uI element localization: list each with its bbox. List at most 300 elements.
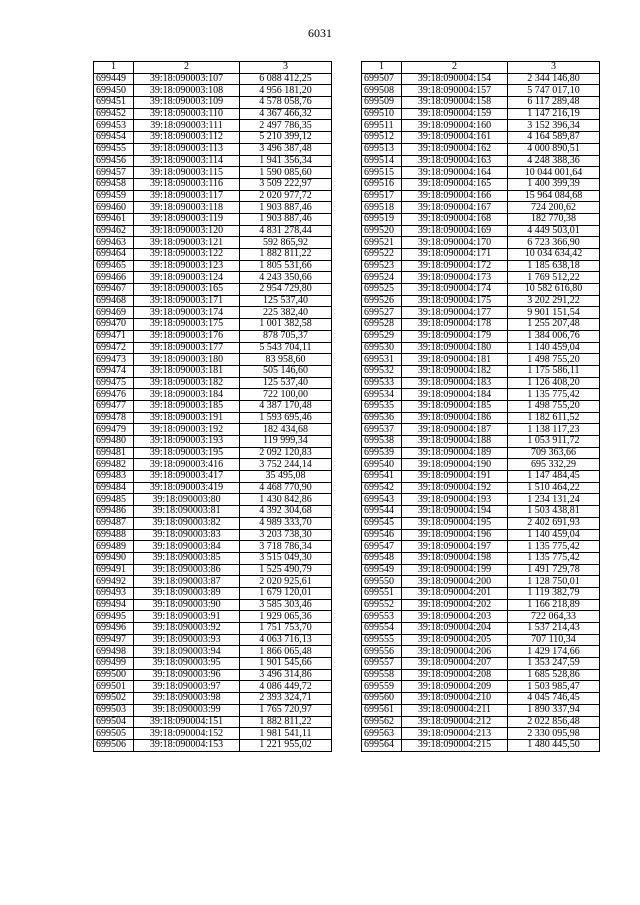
table-row <box>362 202 600 214</box>
table-row <box>362 120 600 132</box>
cadastral-number-cell: 39:18:090003:108 <box>134 85 240 97</box>
table-row <box>94 587 332 599</box>
cadastral-number-cell: 39:18:090003:96 <box>134 669 240 681</box>
record-number-cell: 699534 <box>362 389 402 401</box>
value-cell: 1 593 695,46 <box>240 412 332 424</box>
cadastral-number-cell: 39:18:090003:118 <box>134 202 240 214</box>
cadastral-number-cell: 39:18:090004:158 <box>402 97 508 109</box>
value-cell: 722 064,33 <box>508 611 600 623</box>
record-number-cell: 699502 <box>94 693 134 705</box>
value-cell: 1 903 887,46 <box>240 202 332 214</box>
cadastral-number-cell: 39:18:090003:89 <box>134 587 240 599</box>
cadastral-number-cell: 39:18:090004:192 <box>402 482 508 494</box>
table-row <box>362 73 600 85</box>
record-number-cell: 699560 <box>362 693 402 705</box>
cadastral-number-cell: 39:18:090004:211 <box>402 704 508 716</box>
table-row <box>94 120 332 132</box>
record-number-cell: 699453 <box>94 120 134 132</box>
value-cell: 9 901 151,54 <box>508 307 600 319</box>
table-row <box>362 728 600 740</box>
record-number-cell: 699452 <box>94 108 134 120</box>
table-row <box>362 447 600 459</box>
table-row <box>362 225 600 237</box>
table-row <box>362 389 600 401</box>
record-number-cell: 699496 <box>94 623 134 635</box>
table-row <box>94 728 332 740</box>
cadastral-number-cell: 39:18:090003:165 <box>134 284 240 296</box>
record-number-cell: 699561 <box>362 704 402 716</box>
cadastral-number-cell: 39:18:090003:84 <box>134 541 240 553</box>
table-row <box>94 167 332 179</box>
cadastral-number-cell: 39:18:090004:190 <box>402 459 508 471</box>
value-cell: 3 496 387,48 <box>240 143 332 155</box>
value-cell: 119 999,34 <box>240 436 332 448</box>
cadastral-number-cell: 39:18:090004:167 <box>402 202 508 214</box>
cadastral-number-cell: 39:18:090004:215 <box>402 739 508 751</box>
cadastral-number-cell: 39:18:090004:164 <box>402 167 508 179</box>
table-row <box>94 541 332 553</box>
table-row <box>362 260 600 272</box>
cadastral-number-cell: 39:18:090004:187 <box>402 424 508 436</box>
record-number-cell: 699517 <box>362 190 402 202</box>
record-number-cell: 699539 <box>362 447 402 459</box>
cadastral-number-cell: 39:18:090004:205 <box>402 634 508 646</box>
table-row <box>94 354 332 366</box>
value-cell: 4 392 304,68 <box>240 506 332 518</box>
cadastral-number-cell: 39:18:090004:168 <box>402 213 508 225</box>
table-row <box>362 213 600 225</box>
record-number-cell: 699458 <box>94 178 134 190</box>
record-number-cell: 699518 <box>362 202 402 214</box>
cadastral-number-cell: 39:18:090004:189 <box>402 447 508 459</box>
record-number-cell: 699485 <box>94 494 134 506</box>
cadastral-number-cell: 39:18:090003:124 <box>134 272 240 284</box>
value-cell: 4 831 278,44 <box>240 225 332 237</box>
cadastral-number-cell: 39:18:090003:193 <box>134 436 240 448</box>
cadastral-number-cell: 39:18:090004:162 <box>402 143 508 155</box>
record-number-cell: 699546 <box>362 529 402 541</box>
record-number-cell: 699564 <box>362 739 402 751</box>
record-number-cell: 699468 <box>94 295 134 307</box>
value-cell: 1 769 512,22 <box>508 272 600 284</box>
cadastral-number-cell: 39:18:090003:110 <box>134 108 240 120</box>
cadastral-number-cell: 39:18:090003:87 <box>134 576 240 588</box>
cadastral-number-cell: 39:18:090003:116 <box>134 178 240 190</box>
value-cell: 1 119 382,79 <box>508 587 600 599</box>
table-row <box>94 73 332 85</box>
table-row <box>94 190 332 202</box>
column-header: 2 <box>134 62 240 74</box>
cadastral-number-cell: 39:18:090004:181 <box>402 354 508 366</box>
value-cell: 1 901 545,66 <box>240 658 332 670</box>
record-number-cell: 699466 <box>94 272 134 284</box>
cadastral-number-cell: 39:18:090003:97 <box>134 681 240 693</box>
table-row <box>362 365 600 377</box>
record-number-cell: 699454 <box>94 132 134 144</box>
value-cell: 4 387 170,48 <box>240 400 332 412</box>
value-cell: 2 022 856,48 <box>508 716 600 728</box>
table-row <box>94 529 332 541</box>
value-cell: 1 353 247,59 <box>508 658 600 670</box>
cadastral-number-cell: 39:18:090004:202 <box>402 599 508 611</box>
value-cell: 1 765 720,97 <box>240 704 332 716</box>
table-row <box>94 646 332 658</box>
table-row <box>362 272 600 284</box>
cadastral-number-cell: 39:18:090004:171 <box>402 249 508 261</box>
cadastral-number-cell: 39:18:090004:207 <box>402 658 508 670</box>
record-number-cell: 699508 <box>362 85 402 97</box>
record-number-cell: 699520 <box>362 225 402 237</box>
table-row <box>362 155 600 167</box>
table-row <box>94 623 332 635</box>
value-cell: 2 092 120,83 <box>240 447 332 459</box>
table-row <box>362 459 600 471</box>
record-number-cell: 699513 <box>362 143 402 155</box>
value-cell: 1 126 408,20 <box>508 377 600 389</box>
cadastral-number-cell: 39:18:090004:152 <box>134 728 240 740</box>
value-cell: 6 088 412,25 <box>240 73 332 85</box>
cadastral-number-cell: 39:18:090003:123 <box>134 260 240 272</box>
table-row <box>362 564 600 576</box>
record-number-cell: 699536 <box>362 412 402 424</box>
record-number-cell: 699511 <box>362 120 402 132</box>
table-row <box>362 412 600 424</box>
table-row <box>94 611 332 623</box>
cadastral-number-cell: 39:18:090004:188 <box>402 436 508 448</box>
table-row <box>94 319 332 331</box>
table-row <box>94 389 332 401</box>
value-cell: 225 382,40 <box>240 307 332 319</box>
table-row <box>362 611 600 623</box>
value-cell: 1 128 750,01 <box>508 576 600 588</box>
cadastral-number-cell: 39:18:090004:196 <box>402 529 508 541</box>
table-row <box>362 167 600 179</box>
table-row <box>362 494 600 506</box>
table-row <box>94 564 332 576</box>
column-header: 1 <box>362 62 402 74</box>
cadastral-number-cell: 39:18:090003:174 <box>134 307 240 319</box>
record-number-cell: 699523 <box>362 260 402 272</box>
table-row <box>362 190 600 202</box>
value-cell: 3 509 222,97 <box>240 178 332 190</box>
cadastral-number-cell: 39:18:090003:98 <box>134 693 240 705</box>
table-row <box>362 634 600 646</box>
value-cell: 1 537 214,43 <box>508 623 600 635</box>
record-number-cell: 699495 <box>94 611 134 623</box>
value-cell: 3 752 244,14 <box>240 459 332 471</box>
record-number-cell: 699555 <box>362 634 402 646</box>
cadastral-number-cell: 39:18:090004:191 <box>402 471 508 483</box>
record-number-cell: 699524 <box>362 272 402 284</box>
table-row <box>94 599 332 611</box>
table-row <box>94 669 332 681</box>
value-cell: 1 221 955,02 <box>240 739 332 751</box>
value-cell: 1 866 065,48 <box>240 646 332 658</box>
value-cell: 6 723 366,90 <box>508 237 600 249</box>
value-cell: 1 882 811,22 <box>240 716 332 728</box>
table-row <box>94 202 332 214</box>
value-cell: 1 491 729,78 <box>508 564 600 576</box>
table-row <box>362 354 600 366</box>
value-cell: 1 147 216,19 <box>508 108 600 120</box>
cadastral-number-cell: 39:18:090004:198 <box>402 552 508 564</box>
record-number-cell: 699484 <box>94 482 134 494</box>
value-cell: 4 989 333,70 <box>240 517 332 529</box>
cadastral-number-cell: 39:18:090004:161 <box>402 132 508 144</box>
cadastral-number-cell: 39:18:090004:194 <box>402 506 508 518</box>
record-number-cell: 699507 <box>362 73 402 85</box>
record-number-cell: 699455 <box>94 143 134 155</box>
record-number-cell: 699471 <box>94 330 134 342</box>
table-row <box>94 412 332 424</box>
registry-table-left <box>93 61 332 752</box>
cadastral-number-cell: 39:18:090004:193 <box>402 494 508 506</box>
record-number-cell: 699551 <box>362 587 402 599</box>
table-row <box>362 646 600 658</box>
table-row <box>94 213 332 225</box>
cadastral-number-cell: 39:18:090004:157 <box>402 85 508 97</box>
value-cell: 1 590 085,60 <box>240 167 332 179</box>
record-number-cell: 699463 <box>94 237 134 249</box>
table-header-row <box>362 62 600 74</box>
cadastral-number-cell: 39:18:090004:180 <box>402 342 508 354</box>
record-number-cell: 699474 <box>94 365 134 377</box>
table-row <box>94 482 332 494</box>
record-number-cell: 699475 <box>94 377 134 389</box>
value-cell: 2 344 146,80 <box>508 73 600 85</box>
value-cell: 709 363,66 <box>508 447 600 459</box>
value-cell: 1 525 490,79 <box>240 564 332 576</box>
record-number-cell: 699515 <box>362 167 402 179</box>
value-cell: 1 503 985,47 <box>508 681 600 693</box>
cadastral-number-cell: 39:18:090003:85 <box>134 552 240 564</box>
table-row <box>362 576 600 588</box>
cadastral-number-cell: 39:18:090004:153 <box>134 739 240 751</box>
cadastral-number-cell: 39:18:090003:95 <box>134 658 240 670</box>
cadastral-number-cell: 39:18:090003:191 <box>134 412 240 424</box>
value-cell: 724 200,62 <box>508 202 600 214</box>
cadastral-number-cell: 39:18:090003:181 <box>134 365 240 377</box>
record-number-cell: 699549 <box>362 564 402 576</box>
record-number-cell: 699553 <box>362 611 402 623</box>
cadastral-number-cell: 39:18:090004:186 <box>402 412 508 424</box>
record-number-cell: 699514 <box>362 155 402 167</box>
value-cell: 1 503 438,81 <box>508 506 600 518</box>
value-cell: 3 152 396,34 <box>508 120 600 132</box>
value-cell: 4 367 466,32 <box>240 108 332 120</box>
table-row <box>362 295 600 307</box>
record-number-cell: 699510 <box>362 108 402 120</box>
record-number-cell: 699501 <box>94 681 134 693</box>
table-row <box>94 272 332 284</box>
table-row <box>94 342 332 354</box>
cadastral-number-cell: 39:18:090004:204 <box>402 623 508 635</box>
value-cell: 707 110,34 <box>508 634 600 646</box>
value-cell: 2 330 095,98 <box>508 728 600 740</box>
cadastral-number-cell: 39:18:090004:210 <box>402 693 508 705</box>
record-number-cell: 699478 <box>94 412 134 424</box>
record-number-cell: 699530 <box>362 342 402 354</box>
cadastral-number-cell: 39:18:090004:197 <box>402 541 508 553</box>
record-number-cell: 699488 <box>94 529 134 541</box>
table-row <box>362 178 600 190</box>
value-cell: 125 537,40 <box>240 295 332 307</box>
cadastral-number-cell: 39:18:090004:173 <box>402 272 508 284</box>
record-number-cell: 699459 <box>94 190 134 202</box>
record-number-cell: 699493 <box>94 587 134 599</box>
value-cell: 2 497 786,35 <box>240 120 332 132</box>
value-cell: 10 582 616,80 <box>508 284 600 296</box>
cadastral-number-cell: 39:18:090004:213 <box>402 728 508 740</box>
value-cell: 6 117 289,48 <box>508 97 600 109</box>
column-header: 3 <box>240 62 332 74</box>
cadastral-number-cell: 39:18:090003:111 <box>134 120 240 132</box>
value-cell: 2 402 691,93 <box>508 517 600 529</box>
value-cell: 4 468 770,90 <box>240 482 332 494</box>
record-number-cell: 699556 <box>362 646 402 658</box>
cadastral-number-cell: 39:18:090004:154 <box>402 73 508 85</box>
cadastral-number-cell: 39:18:090003:177 <box>134 342 240 354</box>
cadastral-number-cell: 39:18:090003:92 <box>134 623 240 635</box>
value-cell: 1 510 464,22 <box>508 482 600 494</box>
value-cell: 1 903 887,46 <box>240 213 332 225</box>
value-cell: 83 958,60 <box>240 354 332 366</box>
table-row <box>94 400 332 412</box>
table-row <box>362 681 600 693</box>
cadastral-number-cell: 39:18:090004:177 <box>402 307 508 319</box>
value-cell: 1 929 065,36 <box>240 611 332 623</box>
cadastral-number-cell: 39:18:090003:119 <box>134 213 240 225</box>
record-number-cell: 699476 <box>94 389 134 401</box>
cadastral-number-cell: 39:18:090003:182 <box>134 377 240 389</box>
table-row <box>362 739 600 751</box>
table-row <box>94 576 332 588</box>
cadastral-number-cell: 39:18:090003:90 <box>134 599 240 611</box>
cadastral-number-cell: 39:18:090003:171 <box>134 295 240 307</box>
table-row <box>362 541 600 553</box>
table-row <box>94 506 332 518</box>
table-row <box>362 132 600 144</box>
record-number-cell: 699540 <box>362 459 402 471</box>
table-row <box>362 436 600 448</box>
value-cell: 695 332,29 <box>508 459 600 471</box>
table-row <box>362 342 600 354</box>
value-cell: 1 185 638,18 <box>508 260 600 272</box>
record-number-cell: 699512 <box>362 132 402 144</box>
record-number-cell: 699464 <box>94 249 134 261</box>
table-row <box>94 552 332 564</box>
record-number-cell: 699509 <box>362 97 402 109</box>
page-number: 6031 <box>308 26 332 40</box>
table-row <box>362 284 600 296</box>
table-row <box>362 97 600 109</box>
cadastral-number-cell: 39:18:090003:117 <box>134 190 240 202</box>
record-number-cell: 699449 <box>94 73 134 85</box>
record-number-cell: 699483 <box>94 471 134 483</box>
cadastral-number-cell: 39:18:090003:195 <box>134 447 240 459</box>
value-cell: 4 243 350,66 <box>240 272 332 284</box>
table-row <box>94 739 332 751</box>
record-number-cell: 699473 <box>94 354 134 366</box>
cadastral-number-cell: 39:18:090004:165 <box>402 178 508 190</box>
record-number-cell: 699490 <box>94 552 134 564</box>
value-cell: 1 135 775,42 <box>508 541 600 553</box>
value-cell: 1 805 531,66 <box>240 260 332 272</box>
table-row <box>362 400 600 412</box>
table-row <box>94 658 332 670</box>
table-row <box>94 716 332 728</box>
cadastral-number-cell: 39:18:090004:163 <box>402 155 508 167</box>
record-number-cell: 699480 <box>94 436 134 448</box>
record-number-cell: 699450 <box>94 85 134 97</box>
value-cell: 2 954 729,80 <box>240 284 332 296</box>
table-row <box>94 284 332 296</box>
value-cell: 1 166 218,89 <box>508 599 600 611</box>
record-number-cell: 699505 <box>94 728 134 740</box>
record-number-cell: 699457 <box>94 167 134 179</box>
cadastral-number-cell: 39:18:090004:212 <box>402 716 508 728</box>
record-number-cell: 699487 <box>94 517 134 529</box>
table-row <box>94 424 332 436</box>
cadastral-number-cell: 39:18:090003:82 <box>134 517 240 529</box>
cadastral-number-cell: 39:18:090003:86 <box>134 564 240 576</box>
table-row <box>94 693 332 705</box>
value-cell: 592 865,92 <box>240 237 332 249</box>
value-cell: 3 203 738,30 <box>240 529 332 541</box>
value-cell: 1 138 117,23 <box>508 424 600 436</box>
record-number-cell: 699527 <box>362 307 402 319</box>
value-cell: 1 685 528,86 <box>508 669 600 681</box>
record-number-cell: 699460 <box>94 202 134 214</box>
table-row <box>94 634 332 646</box>
table-row <box>94 330 332 342</box>
record-number-cell: 699552 <box>362 599 402 611</box>
value-cell: 1 140 459,04 <box>508 529 600 541</box>
cadastral-number-cell: 39:18:090004:178 <box>402 319 508 331</box>
value-cell: 10 034 634,42 <box>508 249 600 261</box>
record-number-cell: 699506 <box>94 739 134 751</box>
record-number-cell: 699479 <box>94 424 134 436</box>
table-row <box>94 447 332 459</box>
table-row <box>362 716 600 728</box>
table-row <box>362 482 600 494</box>
record-number-cell: 699541 <box>362 471 402 483</box>
table-row <box>362 330 600 342</box>
cadastral-number-cell: 39:18:090003:175 <box>134 319 240 331</box>
table-row <box>94 97 332 109</box>
table-row <box>94 704 332 716</box>
record-number-cell: 699482 <box>94 459 134 471</box>
record-number-cell: 699562 <box>362 716 402 728</box>
cadastral-number-cell: 39:18:090003:121 <box>134 237 240 249</box>
table-row <box>94 155 332 167</box>
cadastral-number-cell: 39:18:090003:416 <box>134 459 240 471</box>
record-number-cell: 699563 <box>362 728 402 740</box>
cadastral-number-cell: 39:18:090004:175 <box>402 295 508 307</box>
cadastral-number-cell: 39:18:090003:107 <box>134 73 240 85</box>
value-cell: 125 537,40 <box>240 377 332 389</box>
cadastral-number-cell: 39:18:090003:180 <box>134 354 240 366</box>
value-cell: 5 747 017,10 <box>508 85 600 97</box>
table-row <box>94 494 332 506</box>
record-number-cell: 699535 <box>362 400 402 412</box>
record-number-cell: 699533 <box>362 377 402 389</box>
cadastral-number-cell: 39:18:090003:419 <box>134 482 240 494</box>
cadastral-number-cell: 39:18:090004:200 <box>402 576 508 588</box>
value-cell: 878 705,37 <box>240 330 332 342</box>
value-cell: 5 543 704,11 <box>240 342 332 354</box>
cadastral-number-cell: 39:18:090004:160 <box>402 120 508 132</box>
